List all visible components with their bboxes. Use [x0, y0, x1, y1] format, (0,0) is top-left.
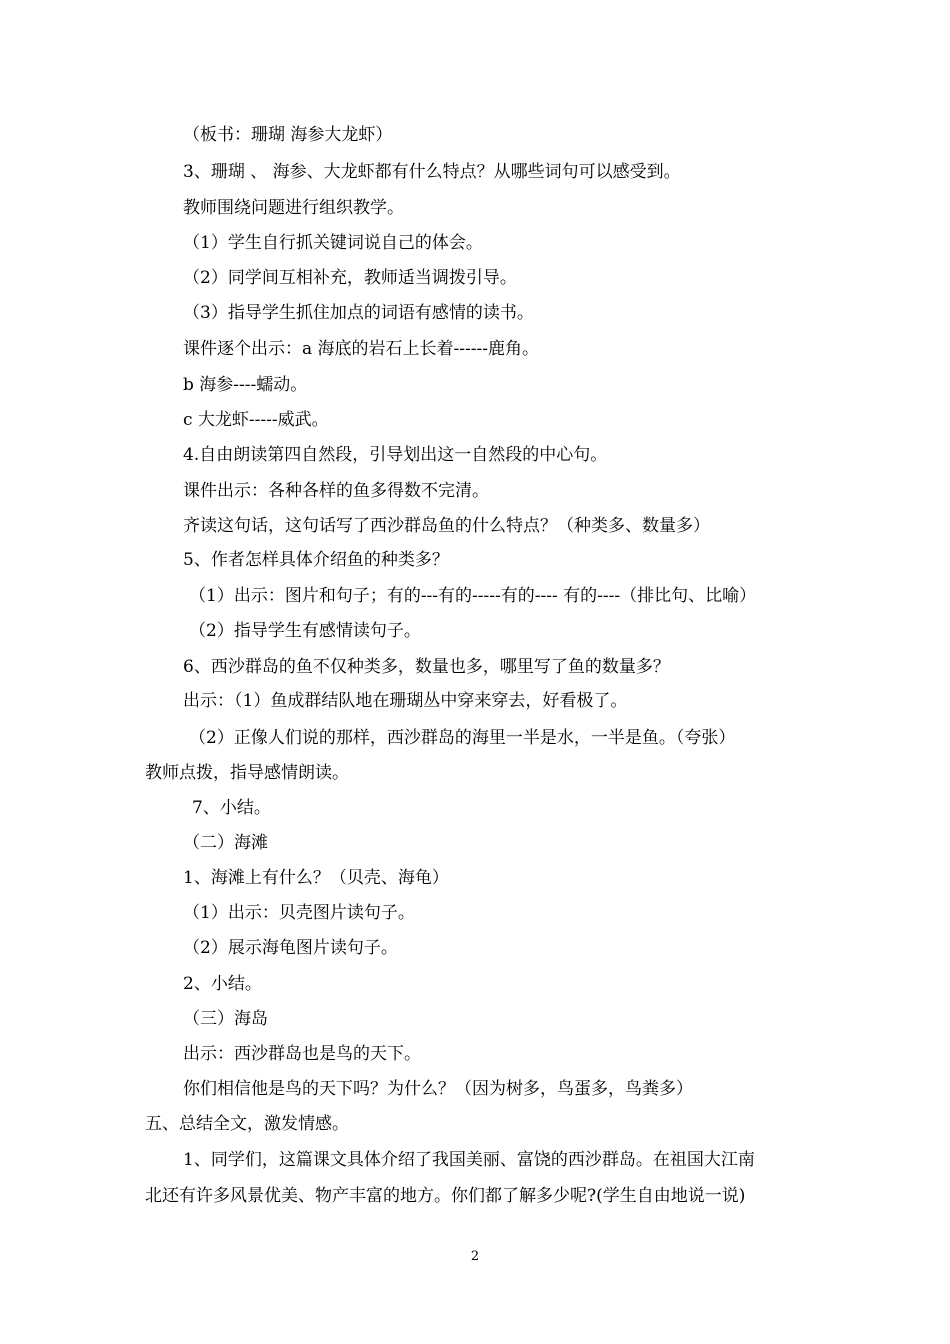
text-line: （3）指导学生抓住加点的词语有感情的读书。	[183, 303, 534, 323]
text-line: （2）同学间互相补充，教师适当调拨引导。	[183, 268, 517, 288]
text-line: 3、珊瑚 、 海参、大龙虾都有什么特点？从哪些词句可以感受到。	[183, 162, 681, 182]
text-line: 1、海滩上有什么？（贝壳、海龟）	[183, 868, 449, 888]
text-line: 教师围绕问题进行组织教学。	[183, 198, 404, 218]
text-line: 课件逐个出示：a 海底的岩石上长着------鹿角。	[183, 339, 540, 359]
text-line: （1）学生自行抓关键词说自己的体会。	[183, 233, 483, 253]
text-line: （三）海岛	[183, 1009, 268, 1029]
text-line: 2、小结。	[183, 974, 262, 994]
text-line: 6、西沙群岛的鱼不仅种类多，数量也多，哪里写了鱼的数量多？	[183, 657, 670, 677]
text-line: （二）海滩	[183, 833, 268, 853]
text-line: 7、小结。	[192, 798, 271, 818]
text-line: （2）指导学生有感情读句子。	[189, 621, 421, 641]
text-line: 4.自由朗读第四自然段，引导划出这一自然段的中心句。	[183, 445, 608, 465]
text-line: 齐读这句话，这句话写了西沙群岛鱼的什么特点？（种类多、数量多）	[183, 516, 710, 536]
text-line: 五、总结全文，激发情感。	[145, 1114, 349, 1134]
text-line: 出示：（1）鱼成群结队地在珊瑚丛中穿来穿去，好看极了。	[183, 691, 628, 711]
page-number: 2	[470, 1249, 480, 1264]
text-line: （2）展示海龟图片读句子。	[183, 938, 398, 958]
text-line: （2）正像人们说的那样，西沙群岛的海里一半是水，一半是鱼。（夸张）	[189, 728, 736, 748]
text-line: 5、作者怎样具体介绍鱼的种类多？	[183, 550, 449, 570]
text-line: b 海参----蠕动。	[183, 375, 308, 395]
text-line: 北还有许多风景优美、物产丰富的地方。你们都了解多少呢?(学生自由地说一说)	[145, 1186, 746, 1206]
text-line: 1、同学们，这篇课文具体介绍了我国美丽、富饶的西沙群岛。在祖国大江南	[183, 1150, 755, 1170]
text-line: 教师点拨，指导感情朗读。	[145, 763, 349, 783]
text-line: （1）出示：图片和句子；有的---有的-----有的---- 有的----（排比句、比喻）	[189, 586, 757, 606]
text-line: c 大龙虾-----威武。	[183, 410, 329, 430]
text-line: （1）出示：贝壳图片读句子。	[183, 903, 415, 923]
text-line: （板书：珊瑚 海参大龙虾）	[183, 125, 393, 145]
text-line: 课件出示：各种各样的鱼多得数不完清。	[183, 481, 489, 501]
text-line: 你们相信他是鸟的天下吗？为什么？（因为树多，鸟蛋多，鸟粪多）	[183, 1079, 693, 1099]
text-line: 出示：西沙群岛也是鸟的天下。	[183, 1044, 421, 1064]
